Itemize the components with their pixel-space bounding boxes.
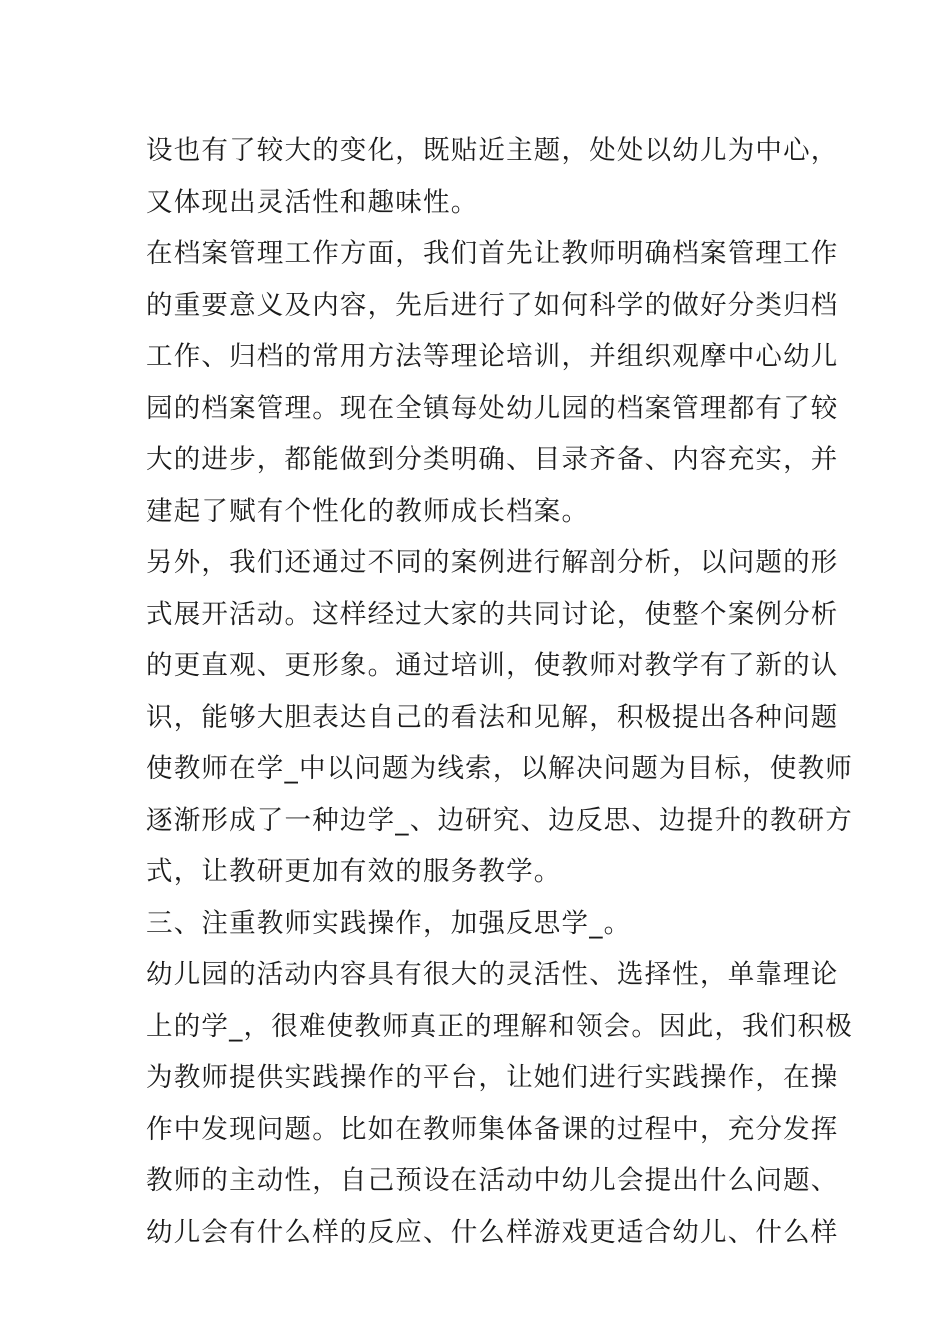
- text-line: 的重要意义及内容，先后进行了如何科学的做好分类归档: [146, 289, 839, 321]
- text-line: 另外，我们还通过不同的案例进行解剖分析，以问题的形: [146, 547, 839, 578]
- text-line: 又体现出灵活性和趣味性。: [146, 186, 479, 218]
- section-heading: 三、注重教师实践操作，加强反思学_。: [146, 907, 632, 939]
- text-line: 逐渐形成了一种边学_、边研究、边反思、边提升的教研方: [146, 804, 853, 836]
- text-line: 工作、归档的常用方法等理论培训，并组织观摩中心幼儿: [146, 341, 839, 372]
- text-line: 式展开活动。这样经过大家的共同讨论，使整个案例分析: [146, 598, 839, 630]
- text-line: 使教师在学_中以问题为线索，以解决问题为目标，使教师: [146, 753, 853, 784]
- text-line: 设也有了较大的变化，既贴近主题，处处以幼儿为中心，: [146, 135, 839, 166]
- text-line: 教师的主动性，自己预设在活动中幼儿会提出什么问题、: [146, 1165, 839, 1196]
- text-line: 大的进步，都能做到分类明确、目录齐备、内容充实，并: [146, 444, 839, 475]
- text-line: 幼儿园的活动内容具有很大的灵活性、选择性，单靠理论: [146, 959, 839, 990]
- text-line: 幼儿会有什么样的反应、什么样游戏更适合幼儿、什么样: [146, 1216, 839, 1248]
- text-line: 园的档案管理。现在全镇每处幼儿园的档案管理都有了较: [146, 392, 839, 424]
- text-line: 作中发现问题。比如在教师集体备课的过程中，充分发挥: [146, 1113, 839, 1145]
- text-line: 识，能够大胆表达自己的看法和见解，积极提出各种问题: [146, 701, 839, 733]
- text-line: 上的学_，很难使教师真正的理解和领会。因此，我们积极: [146, 1010, 853, 1042]
- document-page: [146, 125, 853, 1258]
- text-line: 的更直观、更形象。通过培训，使教师对教学有了新的认: [146, 650, 839, 681]
- text-line: 式，让教研更加有效的服务教学。: [146, 856, 562, 887]
- text-line: 在档案管理工作方面，我们首先让教师明确档案管理工作: [146, 238, 839, 269]
- text-line: 建起了赋有个性化的教师成长档案。: [146, 495, 590, 527]
- text-line: 为教师提供实践操作的平台，让她们进行实践操作，在操: [146, 1062, 839, 1093]
